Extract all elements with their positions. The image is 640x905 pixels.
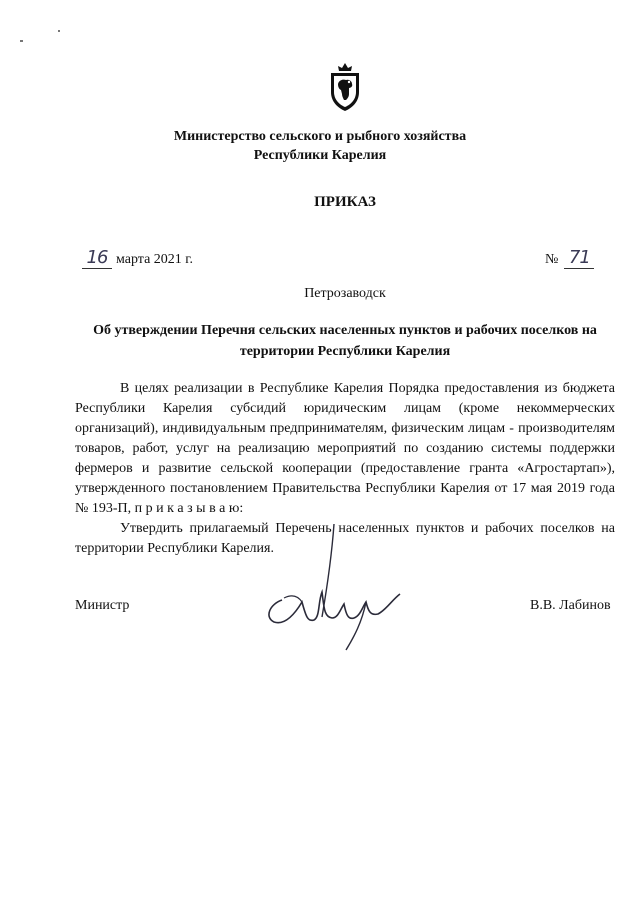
body-paragraph-1: В целях реализации в Республике Карелия Порядка предоставления из бюджета Республики Карелия субсидий юридическим лицам (кроме некоммерческих организаций), индивидуальным предпринимателям, физическим лицам - производителям товаров, работ, услуг на реализацию мероприятий по созданию системы поддержки фермеров и развитие сельской кооперации (предоставление гранта «Агростартап»), утвержденного постановлением Правительства Республики Карелия от 17 мая 2019 года № 193-П, п р и к а з ы в а ю:	[75, 381, 615, 516]
date-day-handwritten: 16	[82, 247, 112, 269]
body-paragraph-2: Утвердить прилагаемый Перечень населенных пунктов и рабочих поселков на территории Республики Карелия.	[75, 521, 615, 556]
scan-mark	[58, 30, 60, 32]
number-prefix: №	[545, 252, 559, 267]
date-month-year: марта 2021 г.	[116, 252, 193, 267]
city: Петрозаводск	[304, 286, 386, 301]
ministry-header	[0, 127, 640, 165]
karelia-coat-of-arms-icon	[327, 62, 363, 112]
number-value-handwritten: 71	[564, 247, 594, 269]
ministry-name-line1: Министерство сельского и рыбного хозяйства	[173, 129, 467, 144]
order-title: ПРИКАЗ	[314, 194, 376, 210]
ministry-name-line2: Республики Карелия	[253, 148, 387, 163]
signatory-title: Министр	[75, 598, 130, 613]
order-date	[82, 247, 193, 269]
order-number	[545, 247, 594, 269]
scan-mark	[20, 40, 23, 42]
signatory-name: В.В. Лабинов	[530, 598, 611, 613]
order-subject: Об утверждении Перечня сельских населенных пунктов и рабочих поселков на территории Республики Карелия	[93, 323, 597, 359]
handwritten-signature-icon	[262, 522, 412, 652]
